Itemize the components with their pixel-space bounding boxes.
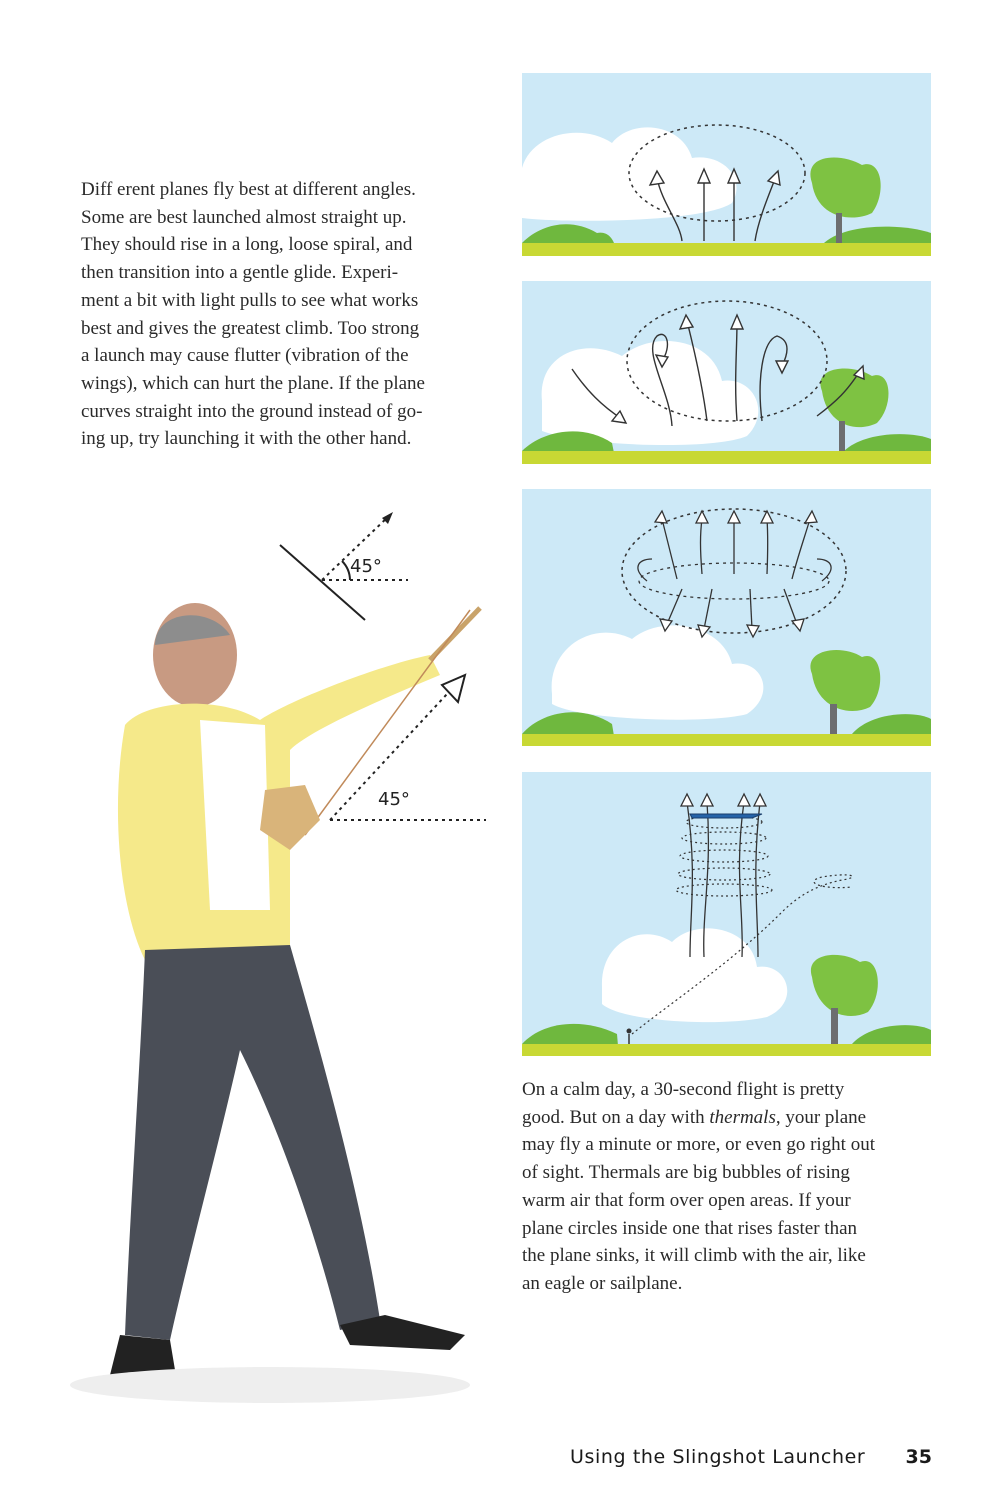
text-line: an eagle or sailplane. xyxy=(522,1272,683,1294)
text-line: the plane sinks, it will climb with the air, like xyxy=(522,1245,866,1267)
text-line: a launch may cause flutter (vibration of the xyxy=(81,345,409,367)
text-line: Diff erent planes fly best at different angles. xyxy=(81,179,416,200)
launch-figure xyxy=(50,490,500,1414)
thermal-illustration-circulation xyxy=(522,281,931,464)
angle-label-bottom: 45° xyxy=(378,789,410,810)
thermals-paragraph xyxy=(522,1076,932,1298)
text-line xyxy=(522,1104,932,1132)
thermal-illustration-plane-climb xyxy=(522,772,931,1056)
text-line: ment a bit with light pulls to see what works xyxy=(81,289,419,311)
section-title: Using the Slingshot Launcher xyxy=(570,1446,866,1468)
text-line: wings), which can hurt the plane. If the plane xyxy=(81,372,425,394)
text-line: of sight. Thermals are big bubbles of rising xyxy=(522,1162,850,1184)
text-line: On a calm day, a 30-second flight is pretty xyxy=(522,1079,845,1100)
text-fragment: good. But on a day with xyxy=(522,1106,710,1128)
intro-paragraph xyxy=(81,176,491,453)
text-line: may fly a minute or more, or even go right out xyxy=(522,1134,875,1156)
page-number: 35 xyxy=(905,1446,932,1468)
text-line: curves straight into the ground instead of go- xyxy=(81,400,423,422)
text-line: best and gives the greatest climb. Too strong xyxy=(81,317,420,339)
thermal-illustration-bubble xyxy=(522,489,931,746)
text-line: Some are best launched almost straight up. xyxy=(81,206,407,228)
launch-angle-diagram-top xyxy=(280,515,408,620)
page-footer xyxy=(570,1444,932,1474)
text-line: warm air that form over open areas. If your xyxy=(522,1189,851,1211)
italic-term: thermals xyxy=(709,1106,776,1128)
text-line: plane circles inside one that rises faster than xyxy=(522,1217,858,1239)
thermal-illustration-rising xyxy=(522,73,931,256)
text-fragment: , your plane xyxy=(775,1106,867,1128)
person-illustration xyxy=(110,603,480,1375)
text-line: They should rise in a long, loose spiral, and xyxy=(81,234,413,256)
angle-label-top: 45° xyxy=(350,556,382,577)
text-line: ing up, try launching it with the other hand. xyxy=(81,428,412,450)
text-line: then transition into a gentle glide. Experi- xyxy=(81,262,399,284)
